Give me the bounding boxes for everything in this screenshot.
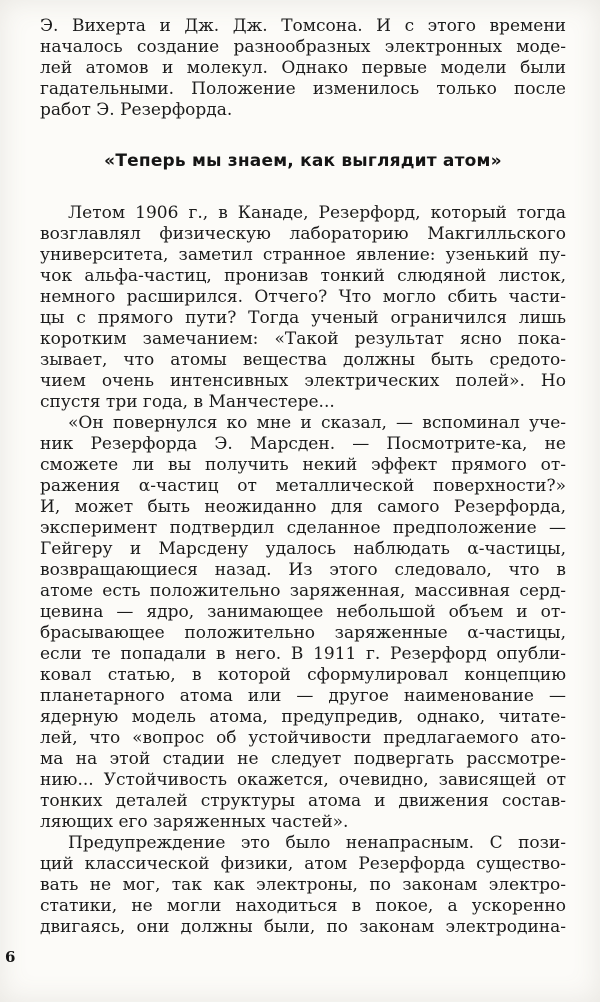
text-line: ковал статью, в которой сформулировал концепцию xyxy=(40,665,566,685)
text-line: зывает, что атомы вещества должны быть средото- xyxy=(40,350,566,370)
text-line: чок альфа-частиц, пронизав тонкий слюдяной листок, xyxy=(40,266,566,286)
text-line: чием очень интенсивных электрических полей». Но xyxy=(40,371,566,391)
text-line: брасывающее положительно заряженные α-частицы, xyxy=(40,623,566,643)
text-line: спустя три года, в Манчестере... xyxy=(40,392,335,412)
paragraph xyxy=(40,203,566,413)
text-line: ражения α-частиц от металлической поверхности?» xyxy=(40,476,566,496)
text-line: работ Э. Резерфорда. xyxy=(40,100,233,120)
text-line: ма на этой стадии не следует подвергать рассмотре- xyxy=(40,749,566,769)
text-line: коротким замечанием: «Такой результат ясно пока- xyxy=(40,329,566,349)
text-line: возглавлял физическую лабораторию Макгилльского xyxy=(40,224,566,244)
text-line: Предупреждение это было ненапрасным. С пози- xyxy=(68,833,566,853)
section-heading: «Теперь мы знаем, как выглядит атом» xyxy=(104,151,502,171)
text-line: эксперимент подтвердил сделанное предположение — xyxy=(40,518,566,538)
text-line: ядерную модель атома, предупредив, однако, читате- xyxy=(40,707,566,727)
text-line: тонких деталей структуры атома и движения состав- xyxy=(40,791,566,811)
text-line: Э. Вихерта и Дж. Дж. Томсона. И с этого времени xyxy=(40,16,566,36)
text-line: планетарного атома или — другое наименование — xyxy=(40,686,566,706)
text-line: немного расширился. Отчего? Что могло сбить части- xyxy=(40,287,566,307)
text-line: Летом 1906 г., в Канаде, Резерфорд, который тогда xyxy=(68,203,566,223)
text-line: цы с прямого пути? Тогда ученый ограничился лишь xyxy=(40,308,566,328)
text-line: возвращающиеся назад. Из этого следовало, что в xyxy=(40,560,566,580)
text-line: сможете ли вы получить некий эффект прямого от- xyxy=(40,455,566,475)
text-line: нию... Устойчивость окажется, очевидно, зависящей от xyxy=(40,770,566,790)
text-line: Гейгеру и Марсдену удалось наблюдать α-частицы, xyxy=(40,539,566,559)
page-number: 6 xyxy=(5,948,16,966)
paragraph xyxy=(40,413,566,833)
text-line: вать не мог, так как электроны, по законам электро- xyxy=(40,875,566,895)
text-line: двигаясь, они должны были, по законам электродина- xyxy=(40,917,566,937)
text-line: статики, не могли находиться в покое, а ускоренно xyxy=(40,896,566,916)
paragraph xyxy=(40,16,566,121)
text-line: атоме есть положительно заряженная, массивная серд- xyxy=(40,581,566,601)
text-line: ляющих его заряженных частей». xyxy=(40,812,349,832)
text-line: «Он повернулся ко мне и сказал, — вспоминал уче- xyxy=(68,413,566,433)
text-line: ций классической физики, атом Резерфорда существо- xyxy=(40,854,566,874)
text-line: И, может быть неожиданно для самого Резерфорда, xyxy=(40,497,566,517)
text-line: ник Резерфорда Э. Марсден. — Посмотрите-ка, не xyxy=(40,434,566,454)
text-line: началось создание разнообразных электронных моде- xyxy=(40,37,566,57)
text-line: лей, что «вопрос об устойчивости предлагаемого ато- xyxy=(40,728,566,748)
text-line: лей атомов и молекул. Однако первые модели были xyxy=(40,58,566,78)
text-line: гадательными. Положение изменилось только после xyxy=(40,79,566,99)
text-line: если те попадали в него. В 1911 г. Резерфорд опубли- xyxy=(40,644,566,664)
paragraph xyxy=(40,833,566,938)
text-line: университета, заметил странное явление: узенький пу- xyxy=(40,245,566,265)
text-line: цевина — ядро, занимающее небольшой объем и от- xyxy=(40,602,566,622)
